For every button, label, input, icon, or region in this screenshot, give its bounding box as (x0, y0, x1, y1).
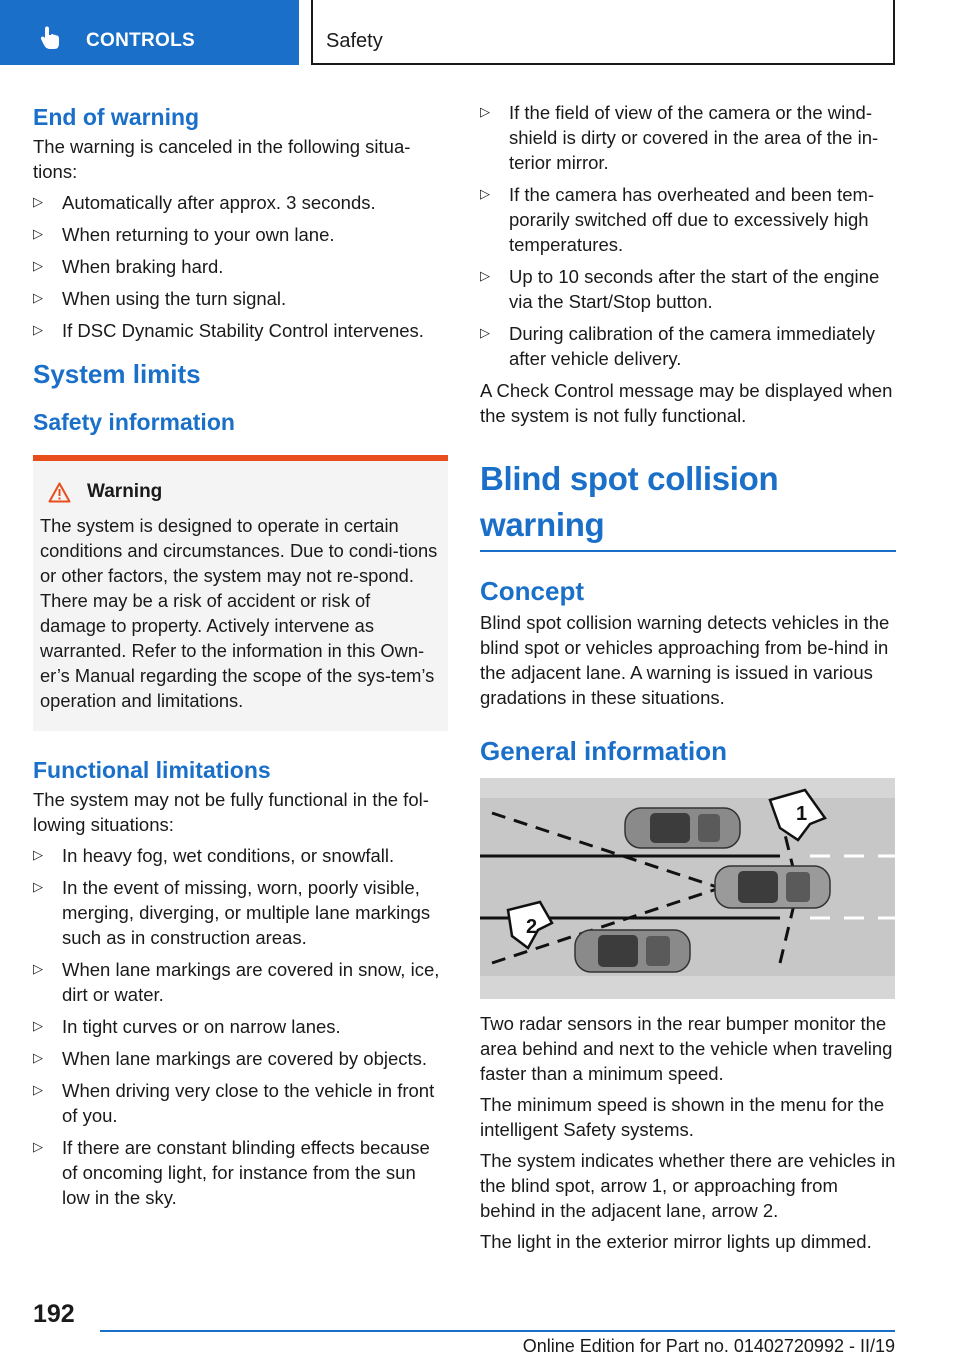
list-item: ▷ When using the turn signal. (33, 286, 448, 311)
list-item: ▷ In the event of missing, worn, poorly visible, merging, diverging, or multiple lane markings such as in construction areas. (33, 875, 448, 950)
list-item: ▷ If the camera has overheated and been tem-porarily switched off due to excessively high temperatures. (480, 182, 896, 257)
functional-limitations-heading: Functional limitations (33, 757, 271, 783)
general-paragraph: The system indicates whether there are vehicles in the blind spot, arrow 1, or approaching from behind in the adjacent lane, arrow 2. (480, 1150, 896, 1221)
list-item: ▷ When lane markings are covered in snow, ice, dirt or water. (33, 957, 448, 1007)
end-of-warning-intro: The warning is canceled in the following situa-tions: (33, 136, 411, 182)
warning-box (33, 455, 448, 731)
list-item: ▷ When lane markings are covered by objects. (33, 1046, 448, 1071)
list-item: ▷ When driving very close to the vehicle in front of you. (33, 1078, 448, 1128)
list-item: ▷ If there are constant blinding effects because of oncoming light, for instance from the sun low in the sky. (33, 1135, 448, 1210)
concept-text: Blind spot collision warning detects vehicles in the blind spot or vehicles approaching from be-hind in the adjacent lane. A warning is issued in various gradations in these situations. (480, 612, 890, 708)
footer-rule (100, 1330, 895, 1332)
general-paragraph: The minimum speed is shown in the menu for the intelligent Safety systems. (480, 1094, 885, 1140)
chapter-tab[interactable] (0, 0, 299, 65)
check-control-note: A Check Control message may be displayed when the system is not fully functional. (480, 380, 893, 426)
list-item: ▷ In tight curves or on narrow lanes. (33, 1014, 448, 1039)
general-paragraph: The light in the exterior mirror lights up dimmed. (480, 1231, 872, 1252)
functional-limitations-list (33, 843, 448, 1210)
safety-information-heading: Safety information (33, 409, 235, 435)
car-top (625, 808, 740, 848)
left-column (33, 100, 448, 1217)
end-of-warning-list (33, 190, 448, 343)
warning-triangle-icon (48, 482, 71, 503)
arrow-1-label: 1 (796, 803, 808, 825)
warning-text: The system is designed to operate in certain conditions and circumstances. Due to condi-tions or other factors, the system may not re-spond. There may be a risk of accident or risk of damage to property. Actively intervene as warranted. Refer to the information in this Own-er’s Manual regarding the scope of the sys-tem’s operation and limitations. (40, 515, 438, 711)
right-column (480, 100, 896, 1254)
list-item: ▷ Up to 10 seconds after the start of the engine via the Start/Stop button. (480, 264, 896, 314)
list-item: ▷ If DSC Dynamic Stability Control intervenes. (33, 318, 448, 343)
list-item: ▷ When returning to your own lane. (33, 222, 448, 247)
list-item: ▷ If the field of view of the camera or the wind-shield is dirty or covered in the area of the in-terior mirror. (480, 100, 896, 175)
list-item: ▷ During calibration of the camera immediately after vehicle delivery. (480, 321, 896, 371)
list-item: ▷ When braking hard. (33, 254, 448, 279)
footer-edition: Online Edition for Part no. 01402720992 - II/19 (522, 1336, 895, 1356)
blind-spot-title: Blind spot collision warning (480, 456, 896, 552)
list-item: ▷ In heavy fog, wet conditions, or snowfall. (33, 843, 448, 868)
page-number: 192 (33, 1300, 75, 1328)
system-limits-heading: System limits (33, 359, 201, 389)
arrow-2-label: 2 (526, 916, 538, 938)
car-middle (715, 866, 830, 908)
functional-limitations-intro: The system may not be fully functional in the fol-lowing situations: (33, 789, 429, 835)
blind-spot-illustration (480, 778, 895, 999)
warning-label: Warning (87, 481, 163, 502)
general-information-heading: General information (480, 736, 728, 766)
chapter-label: CONTROLS (86, 30, 196, 51)
hand-pointer-icon (38, 24, 66, 52)
car-bottom (575, 930, 690, 972)
general-paragraph: Two radar sensors in the rear bumper monitor the area behind and next to the vehicle when traveling faster than a minimum speed. (480, 1013, 893, 1084)
warning-header (40, 481, 440, 503)
concept-heading: Concept (480, 576, 584, 606)
section-label: Safety (326, 30, 383, 52)
section-tab[interactable] (311, 0, 895, 65)
end-of-warning-heading: End of warning (33, 104, 200, 130)
list-item: ▷ Automatically after approx. 3 seconds. (33, 190, 448, 215)
functional-limitations-list-continued (480, 100, 896, 371)
